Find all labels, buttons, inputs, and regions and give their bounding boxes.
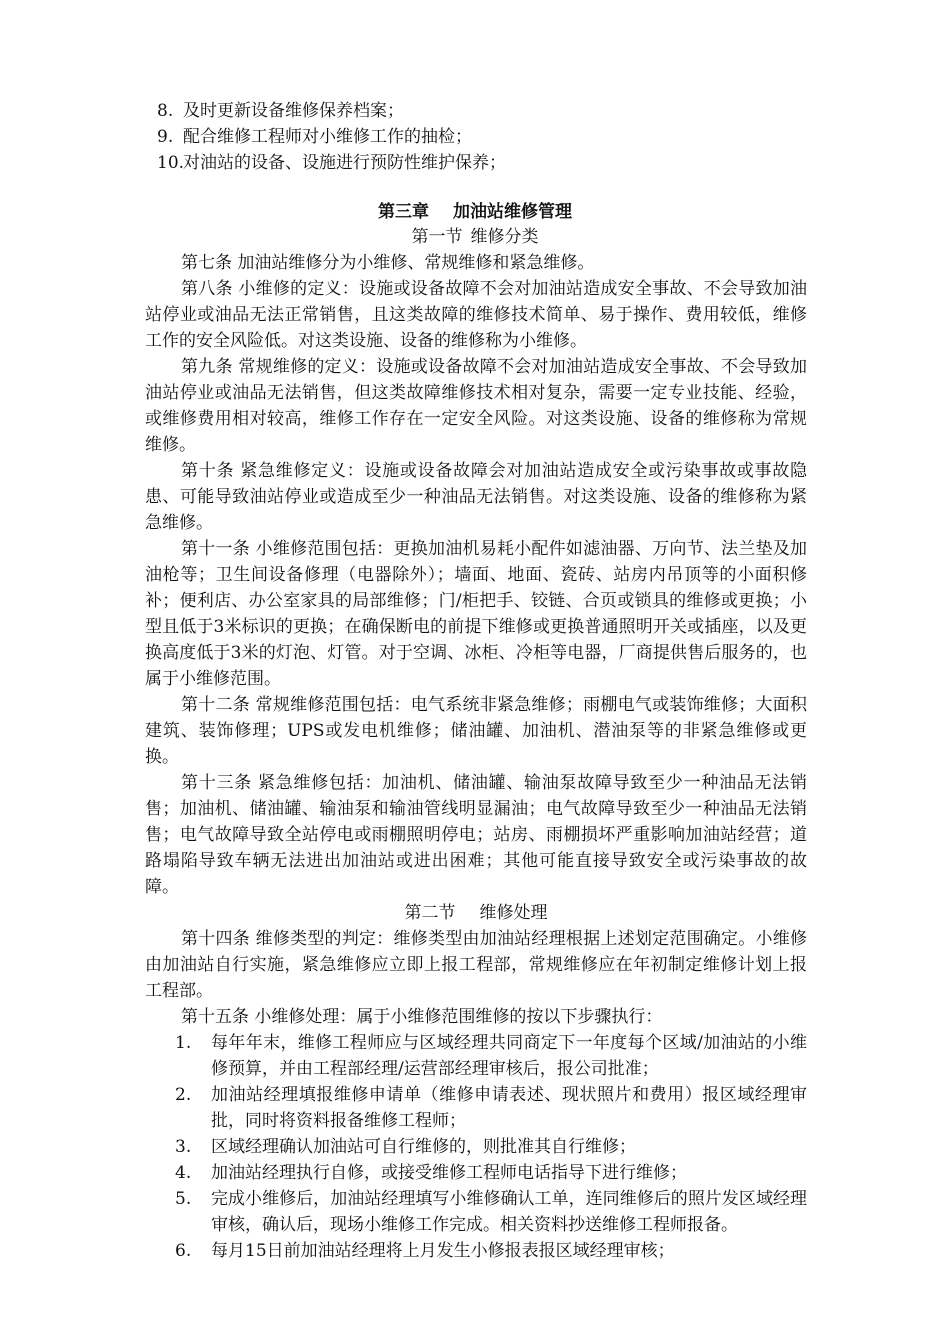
chapter-number: 第三章: [378, 202, 429, 222]
step-number: 4.: [175, 1163, 192, 1183]
duty-list: [145, 98, 807, 176]
step-number: 2.: [175, 1085, 192, 1105]
chapter-heading: [0, 199, 950, 225]
list-text: 及时更新设备维修保养档案；: [183, 101, 404, 121]
article-paragraph: 第十条 紧急维修定义：设施或设备故障会对加油站造成安全或污染事故或事故隐患、可能导致油站停业或造成至少一种油品无法销售。对这类设施、设备的维修称为紧急维修。: [145, 461, 807, 533]
article-paragraph: 第十四条 维修类型的判定：维修类型由加油站经理根据上述划定范围确定。小维修由加油站自行实施，紧急维修应立即上报工程部，常规维修应在年初制定维修计划上报工程部。: [145, 929, 807, 1001]
list-item: [145, 1134, 807, 1160]
list-item: [145, 1238, 807, 1264]
article-paragraph: 第十五条 小维修处理：属于小维修范围维修的按以下步骤执行：: [181, 1007, 663, 1027]
list-number: 10.: [157, 153, 185, 173]
step-text: 加油站经理填报维修申请单（维修申请表述、现状照片和费用）报区域经理审批，同时将资料报备维修工程师；: [211, 1085, 807, 1131]
procedure-steps: [145, 1030, 807, 1264]
list-item: [145, 124, 807, 150]
step-text: 完成小维修后，加油站经理填写小维修确认工单，连同维修后的照片发区域经理审核，确认后，现场小维修工作完成。相关资料抄送维修工程师报备。: [211, 1189, 807, 1235]
list-item: [145, 1082, 807, 1134]
article-paragraph: 第十三条 紧急维修包括：加油机、储油罐、输油泵故障导致至少一种油品无法销售；加油机、储油罐、输油泵和输油管线明显漏油；电气故障导致至少一种油品无法销售；电气故障导致全站停电或雨棚照明停电；站房、雨棚损坏严重影响加油站经营；道路塌陷导致车辆无法进出加油站或进出困难；其他可能直接导致安全或污染事故的故障。: [145, 773, 807, 897]
list-number: 9.: [157, 127, 174, 147]
step-number: 1.: [175, 1033, 192, 1053]
list-item: [145, 1160, 807, 1186]
article-paragraph: 第九条 常规维修的定义：设施或设备故障不会对加油站造成安全事故、不会导致加油站停业或油品无法销售，但这类故障维修技术相对复杂，需要一定专业技能、经验，或维修费用相对较高，维修工作存在一定安全风险。对这类设施、设备的维修称为常规维修。: [145, 357, 807, 455]
list-text: 对油站的设备、设施进行预防性维护保养；: [183, 153, 506, 173]
article-paragraph: 第八条 小维修的定义：设施或设备故障不会对加油站造成安全事故、不会导致加油站停业或油品无法正常销售，且这类故障的维修技术简单、易于操作、费用较低，维修工作的安全风险低。对这类设施、设备的维修称为小维修。: [145, 279, 807, 351]
chapter-title: 加油站维修管理: [453, 202, 572, 222]
article-paragraph: 第十一条 小维修范围包括：更换加油机易耗小配件如滤油器、万向节、法兰垫及加油枪等；卫生间设备修理（电器除外）；墙面、地面、瓷砖、站房内吊顶等的小面积修补；便利店、办公室家具的局部维修；门/柜把手、铰链、合页或锁具的维修或更换；小型且低于3米标识的更换；在确保断电的前提下维修或更换普通照明开关或插座，以及更换高度低于3米的灯泡、灯管。对于空调、冰柜、冷柜等电器，厂商提供售后服务的，也属于小维修范围。: [145, 539, 807, 689]
step-text: 加油站经理执行自修，或接受维修工程师电话指导下进行维修；: [211, 1163, 687, 1183]
list-item: [145, 1030, 807, 1082]
list-item: [145, 1186, 807, 1238]
list-text: 配合维修工程师对小维修工作的抽检；: [183, 127, 472, 147]
section-number: 第二节: [404, 903, 456, 923]
step-number: 6.: [175, 1241, 192, 1261]
step-number: 3.: [175, 1137, 192, 1157]
section-title: 维修分类: [470, 227, 539, 247]
list-item: [145, 150, 807, 176]
section-number: 第一节: [411, 227, 463, 247]
section-heading: [0, 224, 950, 250]
step-text: 区域经理确认加油站可自行维修的，则批准其自行维修；: [211, 1137, 636, 1157]
article-paragraph: 第七条 加油站维修分为小维修、常规维修和紧急维修。: [181, 253, 595, 273]
document-body: [145, 250, 807, 1264]
section-heading: [145, 900, 807, 926]
section-title: 维修处理: [479, 903, 548, 923]
step-text: 每月15日前加油站经理将上月发生小修报表报区域经理审核；: [211, 1241, 675, 1261]
step-text: 每年年末，维修工程师应与区域经理共同商定下一年度每个区域/加油站的小维修预算，并由工程部经理/运营部经理审核后，报公司批准；: [211, 1033, 807, 1079]
list-number: 8.: [157, 101, 174, 121]
list-item: [145, 98, 807, 124]
step-number: 5.: [175, 1189, 192, 1209]
article-paragraph: 第十二条 常规维修范围包括：电气系统非紧急维修；雨棚电气或装饰维修；大面积建筑、装饰修理；UPS或发电机维修；储油罐、加油机、潜油泵等的非紧急维修或更换。: [145, 695, 807, 767]
